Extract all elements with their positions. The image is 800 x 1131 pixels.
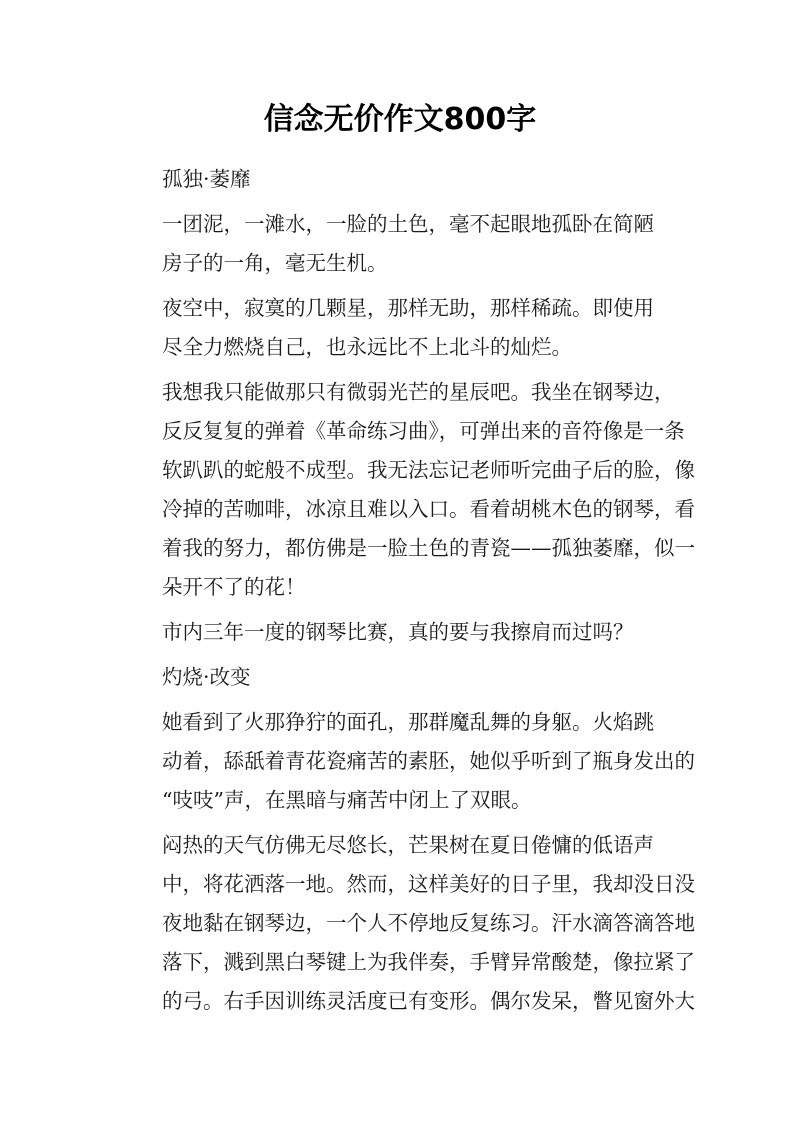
- text-line: 冷掉的苦咖啡，冰凉且难以入口。看着胡桃木色的钢琴，看: [162, 497, 695, 521]
- text-line: 着我的努力，都仿佛是一脸土色的青瓷——孤独萎靡，似一: [162, 536, 695, 560]
- text-line: 中，将花洒落一地。然而，这样美好的日子里，我却没日没: [162, 872, 695, 896]
- text-line: 闷热的天气仿佛无尽悠长，芒果树在夏日倦慵的低语声: [162, 833, 654, 857]
- text-line: 她看到了火那狰狞的面孔，那群魔乱舞的身躯。火焰跳: [162, 710, 654, 734]
- text-line: 的弓。右手因训练灵活度已有变形。偶尔发呆，瞥见窗外大: [162, 989, 695, 1013]
- text-line: “吱吱”声，在黑暗与痛苦中闭上了双眼。: [162, 788, 532, 812]
- text-line: 夜空中，寂寞的几颗星，那样无助，那样稀疏。即使用: [162, 296, 654, 320]
- text-line: 市内三年一度的钢琴比赛，真的要与我擦肩而过吗？: [162, 620, 634, 644]
- paragraph: [121, 289, 691, 367]
- paragraph: [121, 205, 691, 283]
- paragraph: [121, 373, 695, 607]
- text-line: 夜地黏在钢琴边，一个人不停地反复练习。汗水滴答滴答地: [162, 911, 695, 935]
- document-title: 信念无价作文800字: [263, 102, 537, 137]
- text-line: 动着，舔舐着青花瓷痛苦的素胚，她似乎听到了瓶身发出的: [162, 749, 695, 773]
- section-heading: 孤独·萎靡: [162, 167, 251, 191]
- paragraph: [121, 826, 695, 1021]
- text-line: 落下，溅到黑白琴键上为我伴奏，手臂异常酸楚，像拉紧了: [162, 950, 695, 974]
- paragraph: [121, 703, 695, 820]
- text-line: 一团泥，一滩水，一脸的土色，毫不起眼地孤卧在简陋: [162, 212, 654, 236]
- article-body: [121, 160, 695, 1027]
- text-line: 反反复复的弹着《革命练习曲》，可弹出来的音符像是一条: [162, 419, 685, 443]
- text-line: 朵开不了的花！: [162, 575, 306, 599]
- text-line: 我想我只能做那只有微弱光芒的星辰吧。我坐在钢琴边，: [162, 380, 675, 404]
- text-line: 房子的一角，毫无生机。: [162, 251, 388, 275]
- text-line: 软趴趴的蛇般不成型。我无法忘记老师听完曲子后的脸，像: [162, 458, 695, 482]
- section-heading: 灼烧·改变: [162, 665, 251, 689]
- paragraph: [121, 613, 691, 652]
- text-line: 尽全力燃烧自己，也永远比不上北斗的灿烂。: [162, 335, 572, 359]
